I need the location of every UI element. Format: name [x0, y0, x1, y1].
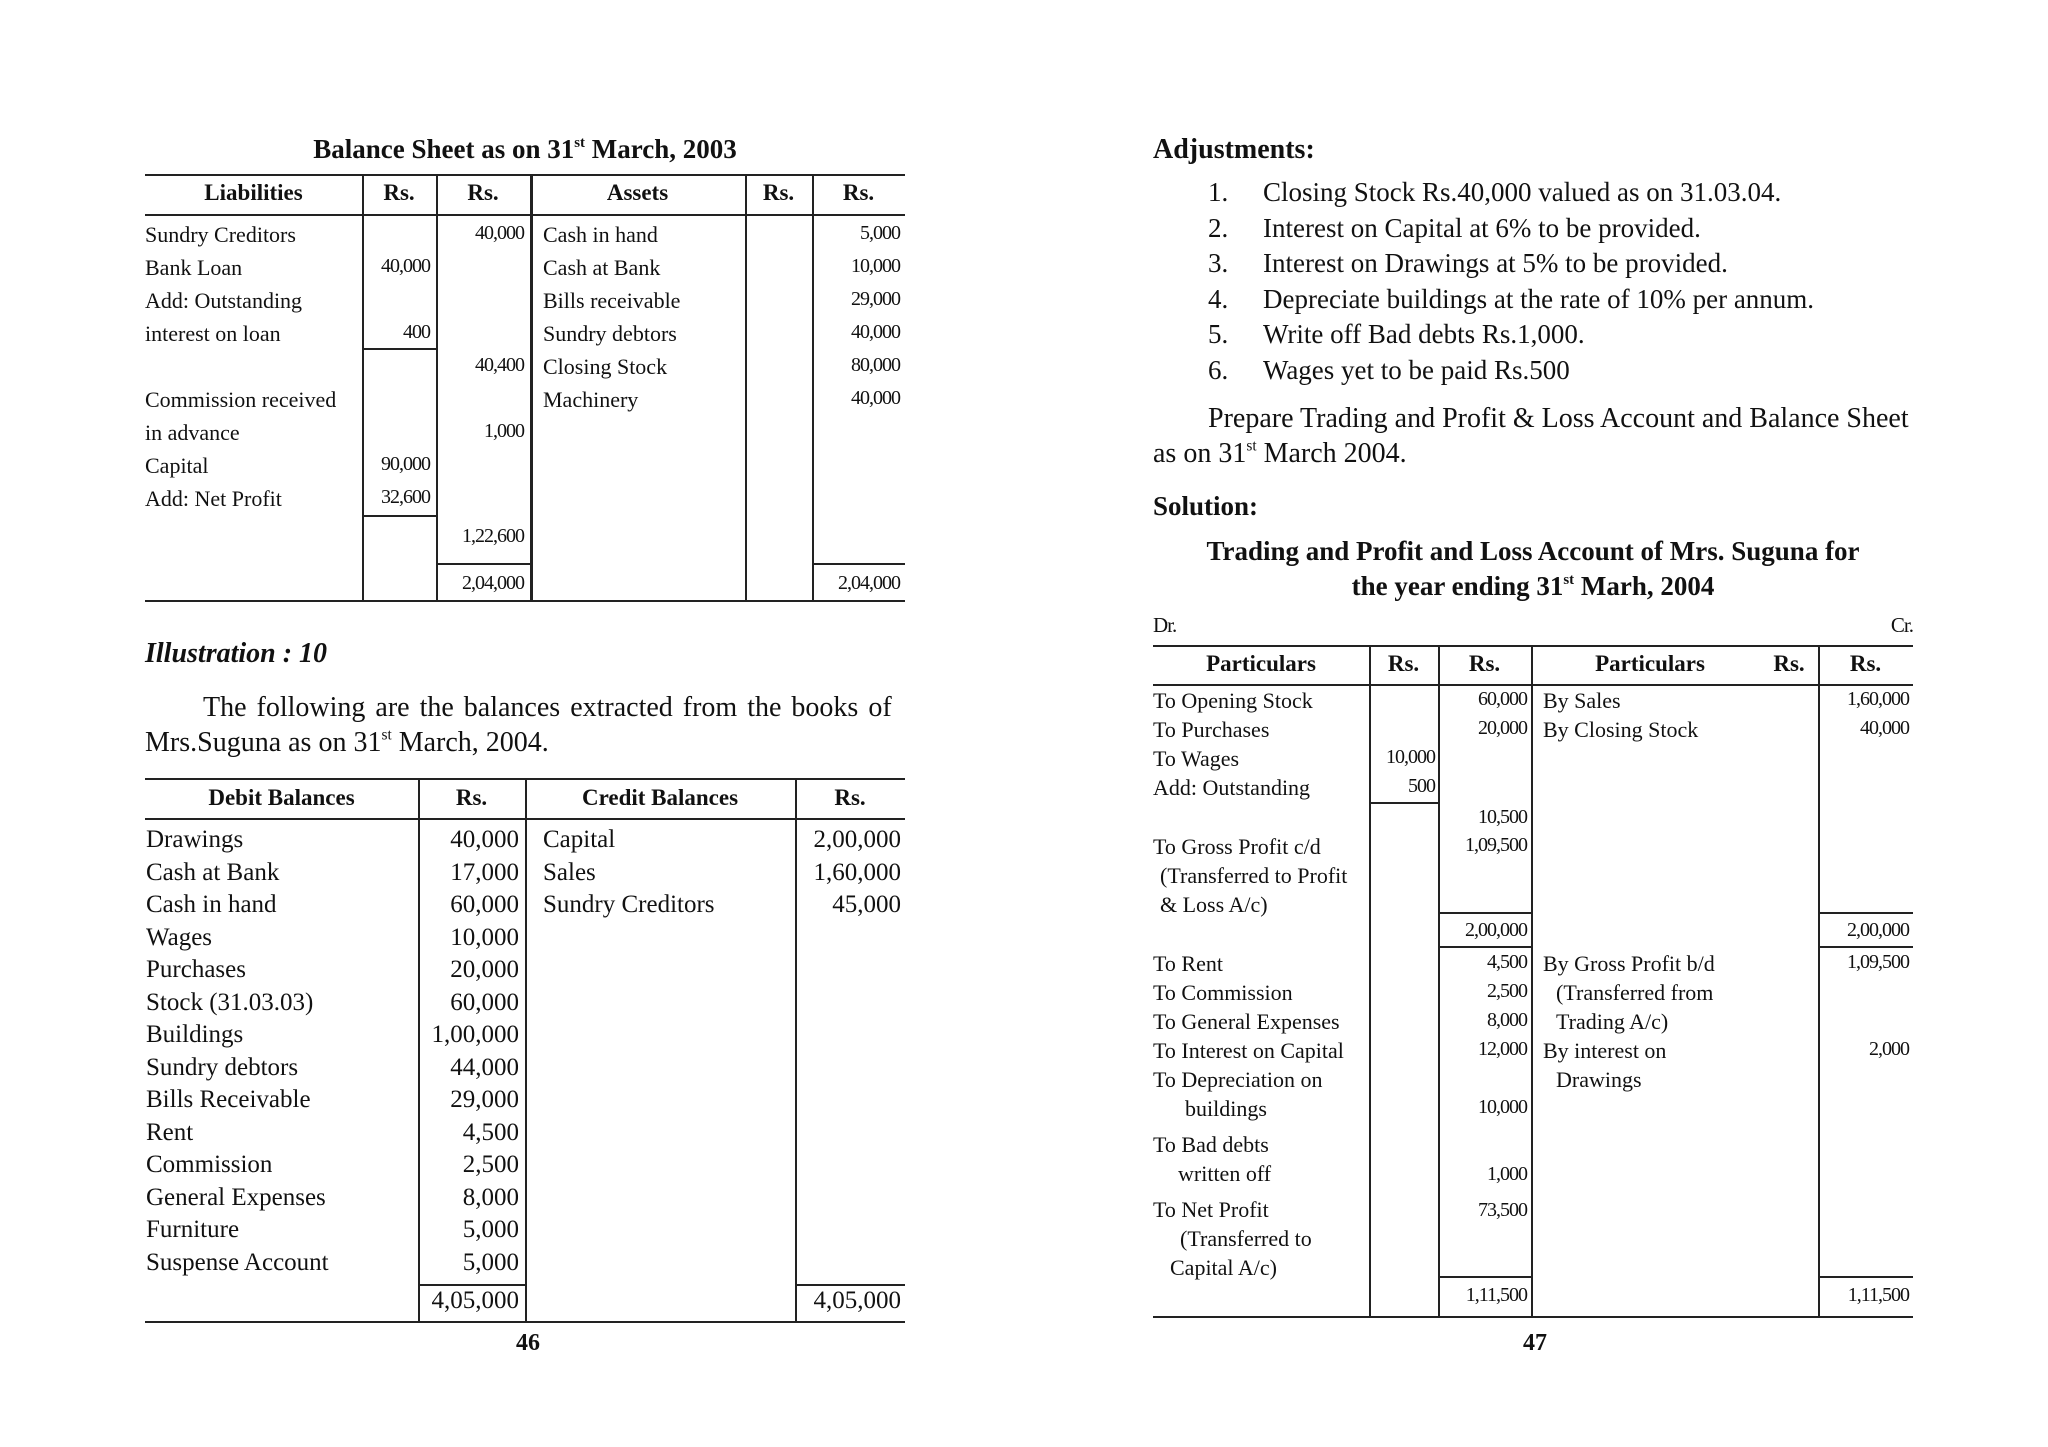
- trading-cr-line: By Closing Stock: [1543, 717, 1699, 742]
- bs-asset-amount: 5,000: [860, 222, 900, 244]
- trading-dr-line: To Wages: [1153, 746, 1240, 771]
- bs-liability-line: Bank Loan: [145, 255, 243, 280]
- pl-dr-amount: 4,500: [1487, 951, 1527, 973]
- pl-dr-amount: 73,500: [1478, 1199, 1527, 1221]
- solution-heading: Solution:: [1153, 491, 1259, 521]
- pl-dr-amount: 1,000: [1487, 1163, 1527, 1185]
- pl-total-rule: [1818, 1276, 1913, 1278]
- pl-dr-amount: 10,000: [1478, 1096, 1527, 1118]
- adjustment-number: 4.: [1208, 283, 1229, 314]
- trading-dr-line: Add: Outstanding: [1153, 775, 1311, 800]
- acct-header-rs: Rs.: [1468, 651, 1501, 676]
- credit-item: Sundry Creditors: [543, 891, 715, 918]
- bs-title-rest: March, 2003: [585, 134, 737, 164]
- trading-total-rule: [1818, 946, 1913, 948]
- acct-header-rs: Rs.: [1773, 651, 1805, 676]
- bs-col-rule: [530, 174, 533, 600]
- debit-value: 5,000: [462, 1216, 519, 1243]
- debit-item: Cash at Bank: [146, 858, 280, 886]
- debit-item: Sundry debtors: [146, 1053, 299, 1081]
- debit-item: Drawings: [146, 826, 244, 853]
- bs-header-rs: Rs.: [842, 180, 875, 205]
- tb-header-debit: Debit Balances: [208, 785, 355, 810]
- cr-label: Cr.: [1890, 613, 1913, 637]
- bs-liability-line: Add: Outstanding: [145, 288, 303, 313]
- prepare-line-2-rest: March 2004.: [1256, 438, 1407, 469]
- trading-total-rule: [1438, 912, 1531, 914]
- bs-liability-amount: 1,000: [484, 420, 524, 442]
- pl-cr-line: By Gross Profit b/d: [1543, 951, 1715, 976]
- acct-bottom-rule: [1153, 1316, 1913, 1318]
- bs-asset-line: Closing Stock: [543, 354, 668, 379]
- acct-top-rule: [1153, 645, 1913, 647]
- debit-value: 1,00,000: [431, 1021, 519, 1048]
- intro-line-1: The following are the balances extracted from the books of: [203, 692, 892, 723]
- debit-value: 29,000: [450, 1086, 519, 1113]
- pl-dr-line: Capital A/c): [1170, 1255, 1277, 1280]
- tb-total-credit: 4,05,000: [813, 1287, 901, 1314]
- bs-header-rs: Rs.: [467, 180, 499, 205]
- dr-label: Dr.: [1153, 613, 1177, 637]
- pl-dr-line: To Rent: [1153, 951, 1223, 976]
- credit-value: 1,60,000: [813, 858, 901, 886]
- bs-asset-amount: 40,000: [851, 387, 900, 409]
- page-number-right: 47: [1523, 1330, 1547, 1356]
- pl-dr-line: To Net Profit: [1153, 1197, 1269, 1222]
- intro-line-2-rest: March, 2004.: [391, 727, 549, 758]
- bs-total-liabilities: 2,04,000: [462, 572, 524, 594]
- bs-liability-line: Commission received: [145, 387, 337, 412]
- debit-value: 17,000: [450, 858, 519, 886]
- pl-dr-line: To Interest on Capital: [1153, 1038, 1344, 1063]
- acct-header-rule: [1153, 684, 1913, 686]
- debit-value: 60,000: [450, 988, 519, 1016]
- adjustment-text: Write off Bad debts Rs.1,000.: [1263, 319, 1585, 349]
- tb-header-rs: Rs.: [834, 785, 866, 810]
- trading-dr-amount: 60,000: [1478, 688, 1527, 710]
- pl-total-dr: 1,11,500: [1465, 1284, 1527, 1306]
- pl-cr-line: Trading A/c): [1556, 1009, 1669, 1034]
- pl-dr-line: written off: [1178, 1161, 1272, 1186]
- credit-item: Capital: [543, 826, 616, 853]
- bs-asset-line: Machinery: [543, 387, 639, 412]
- account-title-line-2: [1153, 571, 1913, 602]
- bs-liability-amount: 90,000: [381, 453, 430, 475]
- adjustment-text: Depreciate buildings at the rate of 10% per annum.: [1263, 283, 1815, 314]
- tb-header-credit: Credit Balances: [581, 785, 739, 810]
- debit-item: Commission: [146, 1151, 273, 1178]
- trading-total-cr: 2,00,000: [1847, 919, 1909, 941]
- pl-cr-amount: 1,09,500: [1847, 951, 1909, 973]
- account-title-line-2-rest: Marh, 2004: [1574, 571, 1715, 601]
- illustration-heading: Illustration : 10: [145, 638, 328, 669]
- bs-total-assets: 2,04,000: [838, 572, 900, 594]
- adjustment-number: 5.: [1208, 319, 1229, 349]
- pl-dr-line: (Transferred to: [1180, 1226, 1312, 1251]
- pl-cr-line: Drawings: [1556, 1067, 1642, 1092]
- debit-value: 60,000: [450, 891, 519, 918]
- debit-value: 5,000: [462, 1248, 519, 1276]
- intro-line-2-sup: st: [381, 726, 392, 744]
- acct-header-rs: Rs.: [1849, 651, 1882, 676]
- acct-header-particulars: Particulars: [1206, 651, 1316, 676]
- page-number-left: 46: [516, 1330, 540, 1356]
- adjustment-number: 2.: [1208, 212, 1229, 243]
- wages-subtotal-rule: [1369, 802, 1438, 804]
- tb-bottom-rule: [145, 1321, 905, 1323]
- prepare-line-2: [1153, 438, 1407, 470]
- debit-value: 4,500: [462, 1118, 519, 1146]
- bs-liability-amount: 32,600: [381, 486, 430, 508]
- acct-header-particulars: Particulars: [1595, 651, 1705, 676]
- pl-dr-line: To Bad debts: [1153, 1132, 1269, 1157]
- debit-value: 44,000: [450, 1053, 519, 1081]
- account-title-line-2-text: the year ending 31: [1351, 571, 1564, 601]
- bs-asset-line: Cash at Bank: [543, 255, 661, 280]
- bs-title-text: Balance Sheet as on 31: [313, 134, 575, 164]
- bs-header-rs: Rs.: [383, 180, 415, 205]
- debit-item: Cash in hand: [146, 891, 277, 918]
- prepare-line-2-sup: st: [1246, 437, 1257, 455]
- bs-top-rule: [145, 174, 905, 176]
- acct-header-rs: Rs.: [1387, 651, 1420, 676]
- trading-dr-line: To Gross Profit c/d: [1153, 834, 1321, 859]
- balance-sheet-title: [145, 134, 905, 165]
- trading-total-rule: [1438, 946, 1531, 948]
- trading-cr-line: By Sales: [1543, 688, 1621, 713]
- trading-dr-amount: 1,09,500: [1465, 834, 1527, 856]
- bs-asset-line: Sundry debtors: [543, 321, 677, 346]
- prepare-line-2-text: as on 31: [1153, 438, 1247, 469]
- tb-total-rule: [418, 1284, 525, 1286]
- bs-liability-line: Sundry Creditors: [145, 222, 296, 247]
- adjustment-text: Interest on Drawings at 5% to be provided.: [1263, 248, 1728, 278]
- trading-dr-line: (Transferred to Profit: [1160, 863, 1348, 888]
- pl-cr-line: (Transferred from: [1556, 980, 1714, 1005]
- bs-title-sup: st: [574, 134, 585, 151]
- debit-item: Furniture: [146, 1216, 240, 1243]
- debit-item: Rent: [146, 1118, 194, 1146]
- acct-col-rule: [1531, 645, 1533, 1316]
- debit-value: 40,000: [450, 826, 519, 853]
- tb-total-debit: 4,05,000: [431, 1287, 519, 1314]
- trading-dr-line: To Purchases: [1153, 717, 1270, 742]
- debit-value: 20,000: [450, 956, 519, 983]
- pl-cr-amount: 2,000: [1869, 1038, 1909, 1060]
- bs-asset-amount: 40,000: [851, 321, 900, 343]
- adjustments-heading: Adjustments:: [1153, 134, 1315, 165]
- trading-total-dr: 2,00,000: [1465, 919, 1527, 941]
- tb-header-rs: Rs.: [455, 785, 488, 810]
- bs-liability-line: Add: Net Profit: [145, 486, 282, 511]
- pl-total-cr: 1,11,500: [1847, 1284, 1909, 1306]
- debit-item: Purchases: [146, 956, 246, 983]
- bs-liability-amount: 40,400: [475, 354, 524, 376]
- bs-header-rs: Rs.: [762, 180, 795, 205]
- trading-dr-amount: 500: [1408, 775, 1435, 797]
- pl-dr-amount: 12,000: [1478, 1038, 1527, 1060]
- adjustment-text: Wages yet to be paid Rs.500: [1263, 354, 1570, 385]
- adjustment-number: 3.: [1208, 248, 1229, 278]
- bs-liability-amount: 40,000: [381, 255, 430, 277]
- account-title-line-1: Trading and Profit and Loss Account of Mrs. Suguna for: [1206, 536, 1860, 566]
- intro-line-2-text: Mrs.Suguna as on 31: [145, 727, 382, 758]
- bs-asset-amount: 29,000: [851, 288, 900, 310]
- bs-header-assets: Assets: [606, 180, 669, 205]
- bs-liability-amount: 400: [403, 321, 430, 343]
- bs-total-rule: [436, 563, 530, 565]
- bs-col-rule: [362, 174, 364, 600]
- intro-line-2: [145, 727, 549, 759]
- trading-dr-line: To Opening Stock: [1153, 688, 1313, 713]
- acct-col-rule: [1818, 645, 1820, 1316]
- account-title-line-2-sup: st: [1563, 571, 1575, 588]
- prepare-line-1: Prepare Trading and Profit & Loss Account and Balance Sheet: [1208, 403, 1909, 434]
- tb-total-rule: [797, 1284, 905, 1286]
- pl-dr-amount: 2,500: [1487, 980, 1527, 1002]
- adjustment-text: Interest on Capital at 6% to be provided.: [1263, 212, 1701, 243]
- tb-col-rule: [525, 778, 527, 1321]
- debit-item: Suspense Account: [146, 1248, 329, 1276]
- pl-dr-line: To Depreciation on: [1153, 1067, 1323, 1092]
- debit-item: Bills Receivable: [146, 1086, 311, 1113]
- debit-item: Buildings: [146, 1021, 244, 1048]
- bs-liability-line: in advance: [145, 420, 240, 445]
- bs-liability-line: Capital: [145, 453, 209, 478]
- pl-cr-line: By interest on: [1543, 1038, 1667, 1063]
- bs-col-rule: [745, 174, 747, 600]
- bs-subtotal-rule: [362, 515, 436, 517]
- credit-value: 2,00,000: [813, 826, 901, 853]
- trading-dr-amount: 10,500: [1478, 806, 1527, 828]
- bs-asset-amount: 80,000: [851, 354, 900, 376]
- debit-value: 10,000: [450, 923, 519, 951]
- bs-liability-amount: 1,22,600: [462, 525, 524, 547]
- debit-item: Wages: [146, 923, 213, 951]
- trading-dr-amount: 20,000: [1478, 717, 1527, 739]
- bs-liability-amount: 40,000: [475, 222, 524, 244]
- trading-cr-amount: 40,000: [1860, 717, 1909, 739]
- bs-liability-line: interest on loan: [145, 321, 281, 346]
- adjustment-text: Closing Stock Rs.40,000 valued as on 31.03.04.: [1263, 177, 1782, 207]
- bs-asset-amount: 10,000: [851, 255, 900, 277]
- bs-header-liabilities: Liabilities: [204, 180, 303, 205]
- bs-bottom-rule: [145, 600, 905, 602]
- bs-subtotal-rule: [362, 348, 436, 350]
- bs-header-rule: [145, 214, 905, 216]
- debit-value: 8,000: [462, 1183, 519, 1211]
- pl-dr-line: buildings: [1185, 1096, 1267, 1121]
- pl-total-rule: [1438, 1276, 1531, 1278]
- bs-total-rule: [812, 563, 905, 565]
- debit-value: 2,500: [462, 1151, 519, 1178]
- debit-item: Stock (31.03.03): [146, 988, 314, 1016]
- adjustment-number: 1.: [1208, 177, 1229, 207]
- trading-dr-amount: 10,000: [1386, 746, 1435, 768]
- pl-dr-line: To General Expenses: [1153, 1009, 1340, 1034]
- bs-asset-line: Cash in hand: [543, 222, 658, 247]
- pl-dr-line: To Commission: [1153, 980, 1293, 1005]
- pl-dr-amount: 8,000: [1487, 1009, 1527, 1031]
- credit-item: Sales: [543, 858, 596, 886]
- debit-item: General Expenses: [146, 1183, 326, 1211]
- trading-dr-line: & Loss A/c): [1160, 892, 1268, 917]
- bs-asset-line: Bills receivable: [543, 288, 681, 313]
- trading-total-rule: [1818, 912, 1913, 914]
- credit-value: 45,000: [832, 891, 901, 918]
- adjustment-number: 6.: [1208, 354, 1229, 385]
- trading-cr-amount: 1,60,000: [1847, 688, 1909, 710]
